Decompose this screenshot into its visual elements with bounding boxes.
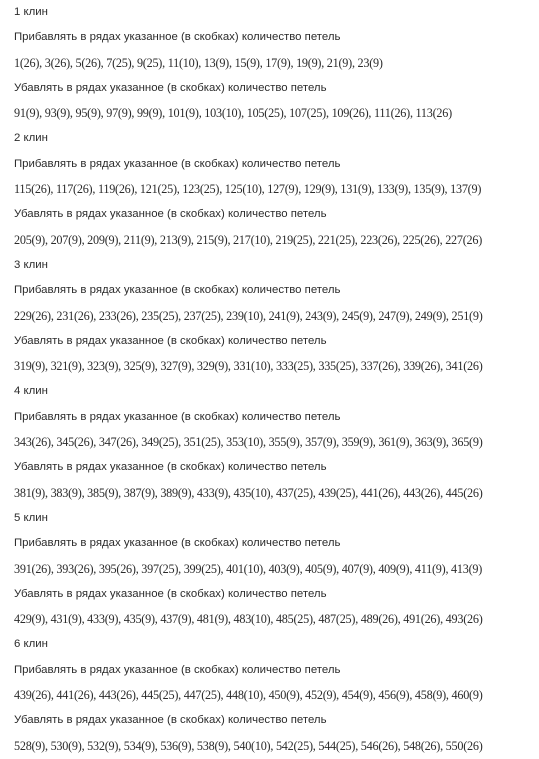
wedge-heading: 5 клин (14, 511, 48, 524)
decrease-rows: 429(9), 431(9), 433(9), 435(9), 437(9), 481(9), 483(10), 485(25), 487(25), 489(26), 491(26), 493(26) (14, 612, 483, 627)
decrease-instruction: Убавлять в рядах указанное (в скобках) количество петель (14, 81, 327, 94)
wedge-heading: 4 клин (14, 385, 48, 398)
wedge-section (14, 379, 534, 505)
increase-instruction: Прибавлять в рядах указанное (в скобках) количество петель (14, 31, 341, 44)
decrease-rows: 528(9), 530(9), 532(9), 534(9), 536(9), 538(9), 540(10), 542(25), 544(25), 546(26), 548(26), 550(26) (14, 738, 483, 753)
decrease-rows: 205(9), 207(9), 209(9), 211(9), 213(9), 215(9), 217(10), 219(25), 221(25), 223(26), 225(26), 227(26) (14, 232, 483, 247)
wedge-section (14, 126, 534, 252)
wedge-section (14, 506, 534, 632)
increase-rows: 115(26), 117(26), 119(26), 121(25), 123(25), 125(10), 127(9), 129(9), 131(9), 133(9), 135(9), 137(9) (14, 182, 482, 197)
decrease-instruction: Убавлять в рядах указанное (в скобках) количество петель (14, 714, 327, 727)
increase-instruction: Прибавлять в рядах указанное (в скобках) количество петель (14, 410, 341, 423)
increase-rows: 391(26), 393(26), 395(26), 397(25), 399(25), 401(10), 403(9), 405(9), 407(9), 409(9), 411(9), 413(9) (14, 561, 483, 576)
decrease-rows: 319(9), 321(9), 323(9), 325(9), 327(9), 329(9), 331(10), 333(25), 335(25), 337(26), 339(26), 341(26) (14, 359, 483, 374)
wedge-section (14, 0, 534, 126)
decrease-instruction: Убавлять в рядах указанное (в скобках) количество петель (14, 334, 327, 347)
increase-instruction: Прибавлять в рядах указанное (в скобках) количество петель (14, 537, 341, 550)
wedge-heading: 6 клин (14, 638, 48, 651)
increase-rows: 1(26), 3(26), 5(26), 7(25), 9(25), 11(10), 13(9), 15(9), 17(9), 19(9), 21(9), 23(9) (14, 55, 383, 70)
increase-rows: 439(26), 441(26), 443(26), 445(25), 447(25), 448(10), 450(9), 452(9), 454(9), 456(9), 458(9), 460(9) (14, 688, 483, 703)
decrease-instruction: Убавлять в рядах указанное (в скобках) количество петель (14, 587, 327, 600)
increase-rows: 343(26), 345(26), 347(26), 349(25), 351(25), 353(10), 355(9), 357(9), 359(9), 361(9), 363(9), 365(9) (14, 435, 483, 450)
wedge-heading: 2 клин (14, 132, 48, 145)
increase-instruction: Прибавлять в рядах указанное (в скобках) количество петель (14, 663, 341, 676)
wedge-heading: 3 клин (14, 258, 48, 271)
increase-instruction: Прибавлять в рядах указанное (в скобках) количество петель (14, 284, 341, 297)
wedge-section (14, 632, 534, 758)
decrease-rows: 91(9), 93(9), 95(9), 97(9), 99(9), 101(9), 103(10), 105(25), 107(25), 109(26), 111(26), 113(26) (14, 106, 452, 121)
decrease-instruction: Убавлять в рядах указанное (в скобках) количество петель (14, 208, 327, 221)
wedge-heading: 1 клин (14, 6, 48, 18)
increase-rows: 229(26), 231(26), 233(26), 235(25), 237(25), 239(10), 241(9), 243(9), 245(9), 247(9), 249(9), 251(9) (14, 308, 483, 323)
decrease-rows: 381(9), 383(9), 385(9), 387(9), 389(9), 433(9), 435(10), 437(25), 439(25), 441(26), 443(26), 445(26) (14, 485, 483, 500)
knitting-instructions (14, 0, 534, 759)
increase-instruction: Прибавлять в рядах указанное (в скобках) количество петель (14, 157, 341, 170)
wedge-section (14, 253, 534, 379)
decrease-instruction: Убавлять в рядах указанное (в скобках) количество петель (14, 461, 327, 474)
